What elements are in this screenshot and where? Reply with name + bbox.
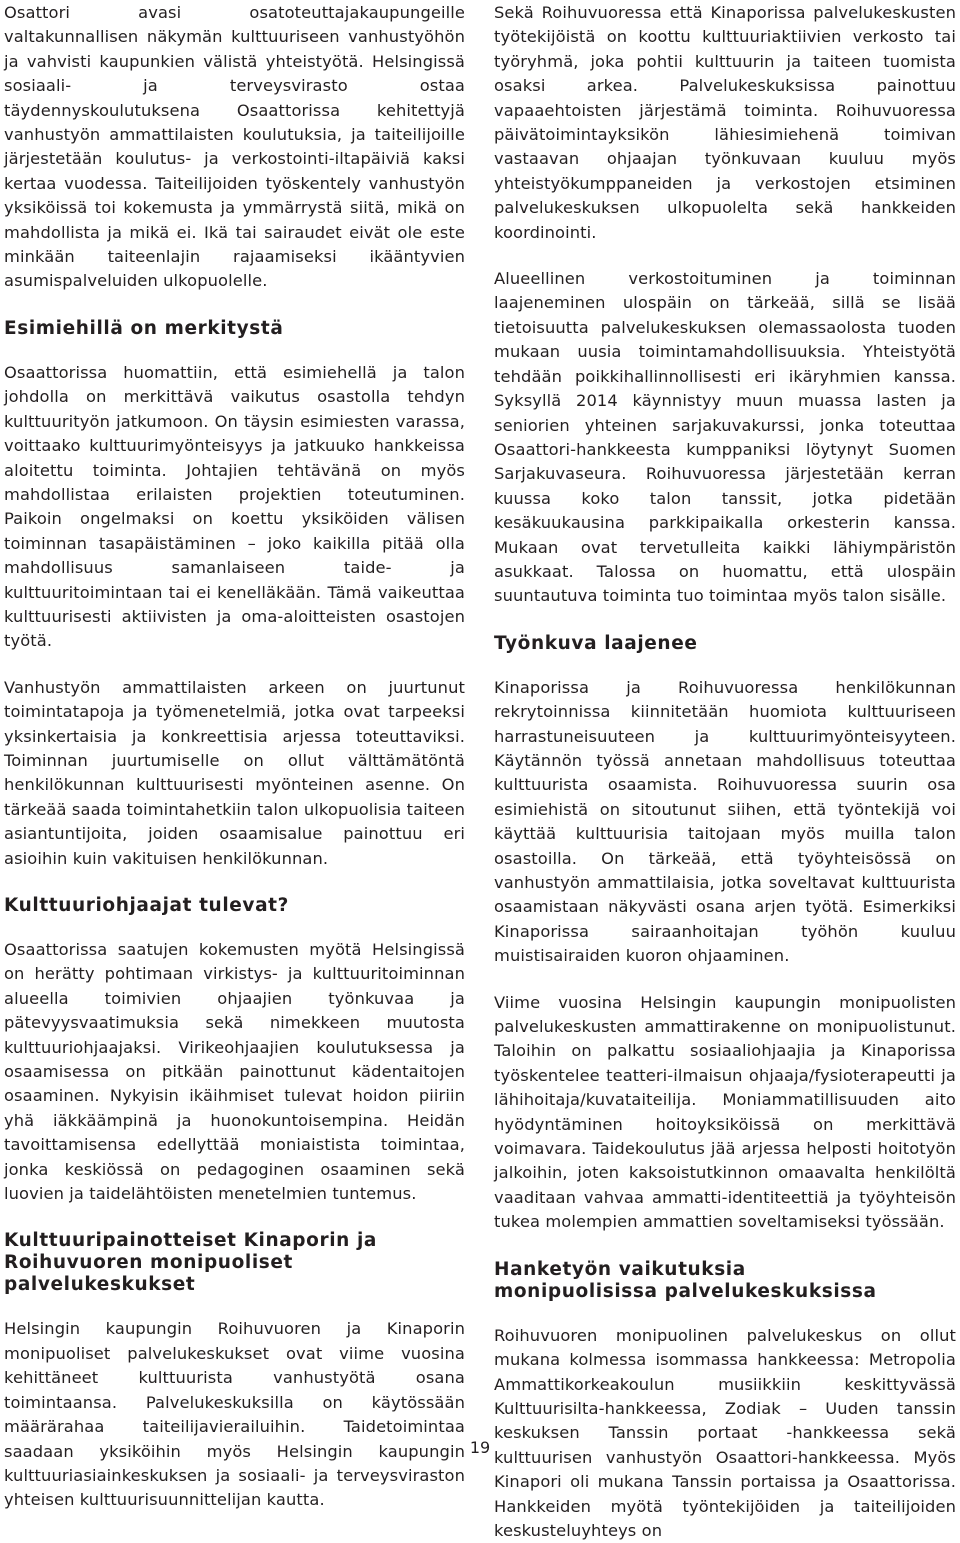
left-paragraph-1: Osattori avasi osatoteuttajakaupungeille valtakunnallisen näkymän kulttuuriseen vanhustyöhön ja vahvisti kaupunkien välistä yhteistyötä. Helsingissä sosiaali- ja terveysvirasto ostaa täydennyskoulutuksena Osaattorissa kehitettyjä vanhustyön ammattilaisten koulutuksia, ja taiteilijoille järjestetään koulutus- ja verkostointi-iltapäiviä kaksi kertaa vuodessa. Taiteilijoiden työskentely vanhustyön yksiköissä toi kokemusta ja ymmärrystä siitä, mikä on mahdollista ja mikä ei. Ikä tai sairaudet eivät ole este minkään taiteenlajin rajaamiseksi ikääntyvien asumispalveluiden ulkopuolelle. [4, 3, 465, 291]
right-paragraph-3: Kinaporissa ja Roihuvuoressa henkilökunnan rekrytoinnissa kiinnitetään huomiota kulttuuriseen harrastuneisuuteen ja kulttuurimyönteisyyteen. Käytännön työssä annetaan mahdollisuus toteuttaa kulttuurista osaamista. Roihuvuoressa suurin osa esimiehistä on sitoutunut siihen, että työntekijä voi käyttää kulttuurisia taitojaan myös muilla talon osastoilla. On tärkeää, että työyhteisössä on vanhustyön ammattilaisia, jotka soveltavat kulttuurista osaamistaan näkyvästi osana arjen työtä. Esimerkiksi Kinaporissa sairaanhoitajan työhön kuuluu muistisairaiden kuoron ohjaaminen. [494, 677, 956, 966]
right-column [494, 0, 956, 1543]
heading-tyonkuva: Työnkuva laajenee [494, 632, 698, 654]
heading-esimiehilla: Esimiehillä on merkitystä [4, 317, 284, 339]
heading-hanketyon: Hanketyön vaikutuksia monipuolisissa palvelukeskuksissa [494, 1258, 877, 1302]
heading-kulttuuripainotteiset: Kulttuuripainotteiset Kinaporin ja Roihuvuoren monipuoliset palvelukeskukset [4, 1230, 377, 1296]
left-column [4, 0, 465, 1513]
left-paragraph-5: Helsingin kaupungin Roihuvuoren ja Kinaporin monipuoliset palvelukeskukset ovat viime vuosina kehittäneet kulttuurista vanhustyötä osana toimintaansa. Palvelukeskuksilla on käytössään määrärahaa taiteilijavierailuihin. Taidetoimintaa saadaan yksiköihin myös Helsingin kaupungin kulttuuriasiainkeskuksen ja sosiaali- ja terveysviraston yhteisen kulttuurisuunnittelijan kautta. [4, 1319, 465, 1510]
page-number: 19 [469, 1438, 491, 1457]
right-paragraph-4: Viime vuosina Helsingin kaupungin monipuolisten palvelukeskusten ammattirakenne on monipuolistunut. Taloihin on palkattu sosiaaliohjaajia ja Kinaporissa työskentelee teatteri-ilmaisun ohjaaja/fysioterapeutti ja lähihoitaja/kuvataiteilija. Moniammatillisuuden aito hyödyntäminen hoitoyksiköissä on merkittävä voimavara. Taidekoulutus jää arjessa helposti hoitotyön jalkoihin, joten kaksoistutkinnon omaavalta henkilöltä vaaditaan vahvaa ammatti-identiteettiä ja työyhteisön tukea molempien ammattien soveltamiseksi työssään. [494, 992, 956, 1232]
heading-kulttuuriohjaajat: Kulttuuriohjaajat tulevat? [4, 895, 289, 916]
right-paragraph-1: Sekä Roihuvuoressa että Kinaporissa palvelukeskusten työtekijöistä on koottu kulttuuriaktiivien verkosto tai työryhmä, joka pohtii kulttuurin ja taiteen tuomista osaksi arkea. Palvelukeskuksissa painottuu vapaaehtoisten järjestämä toiminta. Roihuvuoressa päivätoimintayksikön lähiesimiehenä toimivan vastaavan ohjaajan työnkuvaan kuuluu myös yhteistyökumppaneiden ja verkostojen etsiminen palvelukeskuksen ulkopuolelta sekä hankkeiden koordinointi. [494, 3, 956, 242]
left-paragraph-4: Osaattorissa saatujen kokemusten myötä Helsingissä on herätty pohtimaan virkistys- ja kulttuuritoiminnan alueella toimivien ohjaajien työnkuvaa ja pätevyysvaatimuksia sekä nimekkeen muutosta kulttuuriohjaajaksi. Virikeohjaajien koulutuksessa ja osaamisessa on pitkään painottunut kädentaitojen osaaminen. Nykyisin ikäihmiset tulevat hoidon piiriin yhä iäkkäämpinä ja huonokuntoisempina. Heidän tavoittamisensa edellyttää moniaistista toimintaa, jonka keskiössä on pedagoginen osaaminen sekä luovien ja taidelähtöisten menetelmien tuntemus. [4, 940, 465, 1204]
right-paragraph-5: Roihuvuoren monipuolinen palvelukeskus on ollut mukana kolmessa isommassa hankkeessa: Metropolia Ammattikorkeakoulun musiikkiin keskittyvässä Kulttuurisilta-hankkeessa, Zodiak – Uuden tanssin keskuksen Tanssin portaat -hankkeessa sekä kulttuurisen vanhustyön Osaattori-hankkeessa. Myös Kinapori oli mukana Tanssin portaissa ja Osaattorissa. Hankkeiden myötä työntekijöiden ja taiteilijoiden keskusteluyhteys on [494, 1325, 956, 1540]
right-paragraph-2: Alueellinen verkostoituminen ja toiminnan laajeneminen ulospäin on tärkeää, sillä se lisää tietoisuutta palvelukeskuksen olemassaolosta tuoden mukaan uusia toimintamahdollisuuksia. Yhteistyötä tehdään poikkihallinnollisesti eri ikäryhmien kanssa. Syksyllä 2014 käynnistyy muun muassa lasten ja seniorien yhteinen sarjakuvakurssi, jonka toteuttaa Osaattori-hankkeesta kumppaniksi löytynyt Suomen Sarjakuvaseura. Roihuvuoressa järjestetään kerran kuussa koko talon tanssit, jotka pidetään kesäkuukausina parkkipaikalla orkesterin kanssa. Mukaan ovat tervetulleita kaikki lähiympäristön asukkaat. Talossa on huomattu, että ulospäin suuntautuva toiminta tuo toimintaa myös talon sisälle. [494, 269, 956, 606]
left-paragraph-3: Vanhustyön ammattilaisten arkeen on juurtunut toimintatapoja ja työmenetelmiä, jotka ovat tarpeeksi yksinkertaisia ja konkreettisia arjessa toteuttaviksi. Toiminnan juurtumiselle on ollut välttämätöntä henkilökunnan kulttuurisesti myönteinen asenne. On tärkeää saada toimintahetkiin talon ulkopuolisia taiteen asiantuntijoita, joiden osaamisalue painottuu eri asioihin kuin vakituisen henkilökunnan. [4, 677, 465, 868]
left-paragraph-2: Osaattorissa huomattiin, että esimiehellä ja talon johdolla on merkittävä vaikutus osastolla tehdyn kulttuurityön jatkumoon. On täysin esimiesten varassa, voittaako kulttuurimyönteisyys ja jatkuuko hankkeissa aloitettu toiminta. Johtajien tehtävänä on myös mahdollistaa erilaisten projektien toteutuminen. Paikoin ongelmaksi on koettu yksiköiden välisen toiminnan tasapäistäminen – joko kaikilla pitää olla mahdollisuus samanlaiseen taide- ja kulttuuritoimintaan tai ei kenelläkään. Tämä vaikeuttaa kulttuurisesti aktiivisten ja oma-aloitteisten osastojen työtä. [4, 362, 465, 651]
